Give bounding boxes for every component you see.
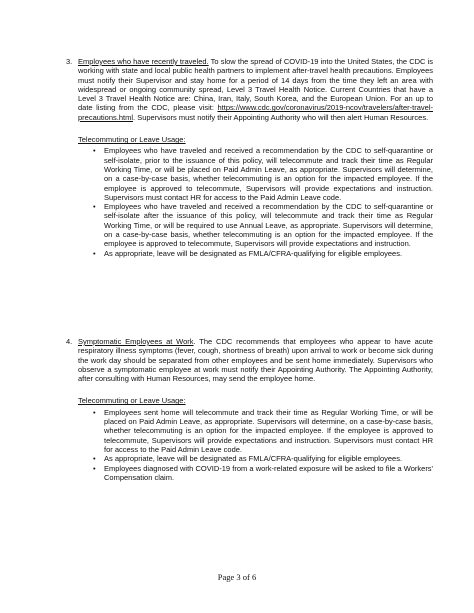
section-paragraph [78,337,433,383]
cdc-travel-link[interactable]: https://www.cdc.gov/coronavirus/2019-ncov/travelers/after-travel-precautions.html [78,103,433,122]
section-4 [66,337,433,482]
list-item: • Employees diagnosed with COVID-19 from a work-related exposure will be asked to file a Workers' Compensation claim. [104,464,433,483]
list-item: • Employees sent home will telecommute and track their time as Regular Working Time, or will be placed on Paid Admin Leave, as appropriate. Supervisors will determine, on a case-by-case basis, whether telecommuting is an option for the impacted employee. If the employee is approved to telecommute, Supervisors will provide expectations and instruction. Supervisors must contact HR for access to the Paid Admin Leave code. [104,408,433,454]
list-item: • As appropriate, leave will be designated as FMLA/CFRA-qualifying for eligible employees. [104,249,433,258]
section-paragraph [78,57,433,122]
section-heading: Symptomatic Employees at Work [78,337,194,346]
list-item: • Employees who have traveled and received a recommendation by the CDC to self-quarantine or self-isolate, prior to the issuance of this policy, will telecommute and track their time as Regular Working Time, or will be placed on Paid Admin Leave, as appropriate. Supervisors will determine, on a case-by-case basis, whether telecommuting is an option for the impacted employee. If the employee is approved to telecommute, Supervisors will provide expectations and instruction. Supervisors must contact HR for access to the Paid Admin Leave code. [104,146,433,202]
section-heading: Employees who have recently traveled. [78,57,209,66]
paragraph-text: . The CDC recommends that employees who appear to have acute respiratory illness symptoms (fever, cough, shortness of breath) upon arrival to work or become sick during the work day should be separated from other employees and be sent home immediately. Supervisors who observe a symptomatic employee at work must notify their Appointing Authority. The Appointing Authority, after consulting with Human Resources, may send the employee home. [78,337,433,384]
section-number: 3. [66,57,73,66]
paragraph-text: To slow the spread of COVID-19 into the United States, the CDC is working with state and local public health partners to implement after-travel health precautions. Employees must notify their Supervisor and stay home for a period of 14 days from the time they left an area with widespread or ongoing community spread, Level 3 Travel Health Notice. Current Countries that have a Level 3 Travel Health Notice are: China, Iran, Italy, South Korea, and the European Union. For an up to date listing from the CDC, please visit: [78,57,433,113]
bullet-list [78,146,433,258]
page-number: Page 3 of 6 [217,572,257,582]
list-item: • Employees who have traveled and received a recommendation by the CDC to self-quarantine or self-isolate after the issuance of this policy, will telecommute and track their time as Regular Working Time, or will be required to use Annual Leave, as appropriate. Supervisors will determine, on a case-by-case basis, whether telecommuting is an option for the impacted employee. If the employee is approved to telecommute, Supervisors will provide expectations and instruction. [104,202,433,248]
subheading: Telecommuting or Leave Usage: [78,396,186,406]
section-number: 4. [66,337,73,346]
paragraph-text: . Supervisors must notify their Appointing Authority who will then alert Human Resources. [133,112,429,122]
list-item: • As appropriate, leave will be designated as FMLA/CFRA-qualifying for eligible employees. [104,454,433,463]
bullet-list [78,408,433,482]
section-3 [66,57,433,258]
subheading: Telecommuting or Leave Usage: [78,135,186,145]
